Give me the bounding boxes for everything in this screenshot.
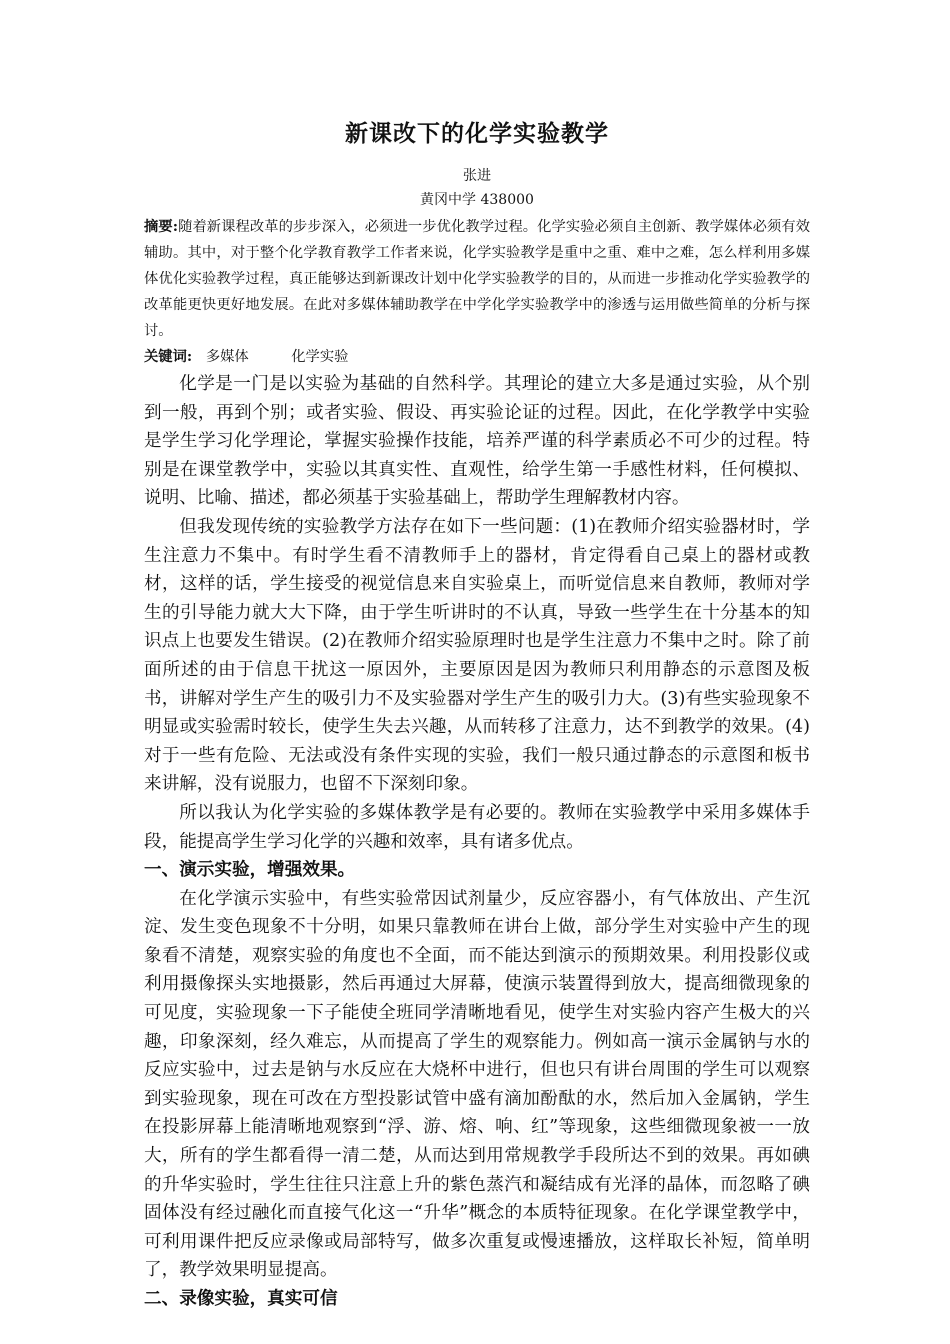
- body-paragraph: 所以我认为化学实验的多媒体教学是有必要的。教师在实验教学中采用多媒体手段，能提高学生学习化学的兴趣和效率，具有诸多优点。: [144, 802, 810, 852]
- abstract: [144, 214, 810, 344]
- section-paragraph: 在化学演示实验中，有些实验常因试剂量少，反应容器小，有气体放出、产生沉淀、发生变色现象不十分明，如果只靠教师在讲台上做，部分学生对实验中产生的现象看不清楚，观察实验的角度也不全面，而不能达到演示的预期效果。利用投影仪或利用摄像探头实地摄影，然后再通过大屏幕，使演示装置得到放大，提高细微现象的可见度，实验现象一下子能使全班同学清晰地看见，使学生对实验内容产生极大的兴趣，印象深刻，经久难忘，从而提高了学生的观察能力。例如高一演示金属钠与水的反应实验中，过去是钠与水反应在大烧杯中进行，但也只有讲台周围的学生可以观察到实验现象，现在可改在方型投影试管中盛有滴加酚酞的水，然后加入金属钠，学生在投影屏幕上能清晰地观察到“浮、游、熔、响、红”等现象，这些细微现象被一一放大，所有的学生都看得一清二楚，从而达到用常规教学手段所达不到的效果。再如碘的升华实验时，学生往往只注意上升的紫色蒸汽和凝结成有光泽的晶体，而忽略了碘固体没有经过融化而直接气化这一“升华”概念的本质特征现象。在化学课堂教学中，可利用课件把反应录像或局部特写，做多次重复或慢速播放，这样取长补短，简单明了，教学效果明显提高。: [144, 888, 810, 1281]
- keywords: [144, 344, 810, 370]
- body-paragraph: 化学是一门是以实验为基础的自然科学。其理论的建立大多是通过实验，从个别到一般，再到个别；或者实验、假设、再实验论证的过程。因此，在化学教学中实验是学生学习化学理论，掌握实验操作技能，培养严谨的科学素质必不可少的过程。特别是在课堂教学中，实验以其真实性、直观性，给学生第一手感性材料，任何模拟、说明、比喻、描述，都必须基于实验基础上，帮助学生理解教材内容。: [144, 374, 810, 509]
- section-heading: 一、演示实验，增强效果。: [144, 859, 356, 881]
- abstract-label: 摘要:: [144, 219, 179, 235]
- document-title: 新课改下的化学实验教学: [345, 120, 609, 147]
- body-paragraph: 但我发现传统的实验教学方法存在如下一些问题：(1)在教师介绍实验器材时，学生注意力不集中。有时学生看不清教师手上的器材，肯定得看自己桌上的器材或教材，这样的话，学生接受的视觉信息来自实验桌上，而听觉信息来自教师，教师对学生的引导能力就大大下降，由于学生听讲时的不认真，导致一些学生在十分基本的知识点上也要发生错误。(2)在教师介绍实验原理时也是学生注意力不集中之时。除了前面所述的由于信息干扰这一原因外，主要原因是因为教师只利用静态的示意图及板书，讲解对学生产生的吸引力不及实验器对学生产生的吸引力大。(3)有些实验现象不明显或实验需时较长，使学生失去兴趣，从而转移了注意力，达不到教学的效果。(4)对于一些有危险、无法或没有条件实现的实验，我们一般只通过静态的示意图和板书来讲解，没有说服力，也留不下深刻印象。: [144, 516, 810, 795]
- keyword-item: 多媒体: [205, 349, 249, 365]
- affiliation: 黄冈中学 438000: [420, 192, 534, 208]
- abstract-text: 随着新课程改革的步步深入，必须进一步优化教学过程。化学实验必须自主创新、教学媒体必须有效辅助。其中，对于整个化学教育教学工作者来说，化学实验教学是重中之重、难中之难，怎么样利用多媒体优化实验教学过程，真正能够达到新课改计划中化学实验教学的目的，从而进一步推动化学实验教学的改革能更快更好地发展。在此对多媒体辅助教学在中学化学实验教学中的渗透与运用做些简单的分析与探讨。: [144, 219, 811, 339]
- section-heading: 二、录像实验，真实可信: [144, 1288, 338, 1309]
- keyword-item: 化学实验: [291, 349, 349, 365]
- keywords-label: 关键词:: [144, 349, 193, 365]
- author-name: 张进: [463, 168, 491, 184]
